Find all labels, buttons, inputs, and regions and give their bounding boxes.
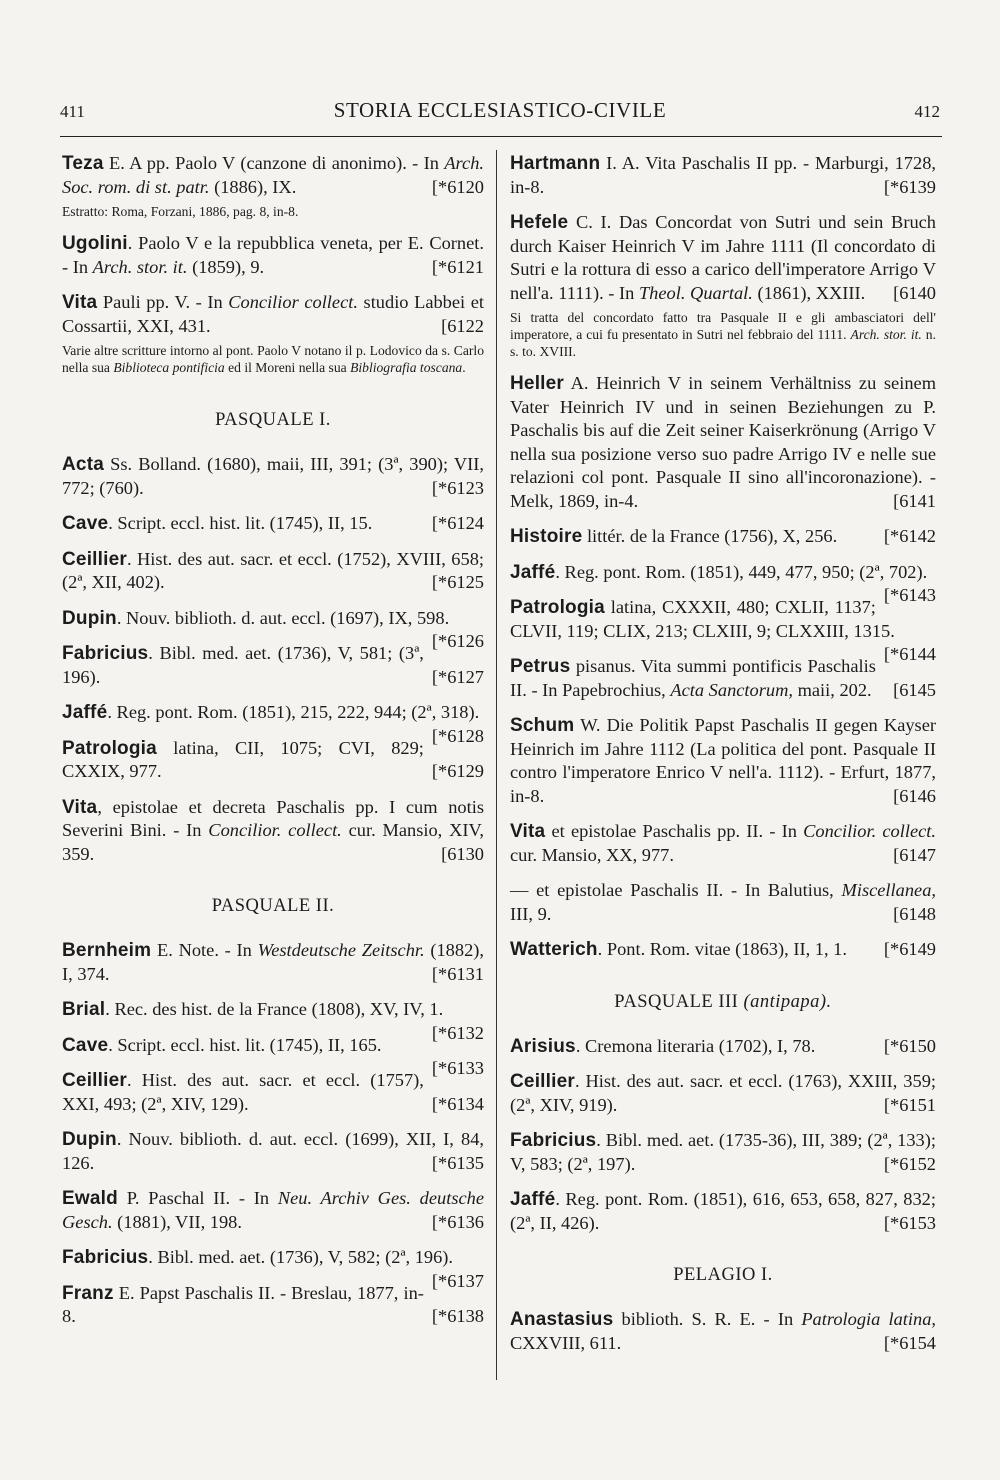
entry-text: A. Heinrich V in seinem Verhältniss zu seinem Vater Heinrich IV und in seinen Beziehungen zu P. Paschalis bis auf die Zeit seiner Kaiserkrönung (Arrigo V nella sua posizione verso suo padre Arrigo IV e nelle sue relazioni col pont. Pasquale II sino all'incoronazione). - Melk, 1869, in-4. [510,373,936,511]
bib-entry [62,1187,484,1234]
entry-author: Watterich [510,939,598,960]
entry-text-cont: maii, 202. [792,679,872,700]
entry-text: . Reg. pont. Rom. (1851), 616, 653, 658, 827, 832; (2ª, II, 426). [510,1189,936,1233]
entry-author: Franz [62,1282,114,1304]
entry-text: . Script. eccl. hist. lit. (1745), II, 165. [108,1034,382,1055]
running-title: STORIA ECCLESIASTICO-CIVILE [333,98,667,122]
entry-text-cont: (1861), XXIII. [752,282,866,303]
entry-author: Jaffé [510,561,556,583]
entry-note [62,342,484,376]
entry-author: Ceillier [510,1071,575,1092]
bib-entry [62,1069,484,1116]
note-text: Si tratta del concordato fatto tra Pasquale II e gli ambasciatori dell' imperatore, a cui fu presentato in Sutri nel febbraio del 1111. [510,310,936,342]
entry-text: Pauli pp. V. - In [97,292,229,312]
note-source: Biblioteca pontificia [113,360,225,375]
bib-entry [62,737,484,784]
entry-number: [*6133 [431,1058,484,1078]
entry-text: . Bibl. med. aet. (1736), V, 581; (3ª, 196). [62,643,424,687]
section-heading-text: PASQUALE III [614,991,739,1012]
entry-author: Arisius [510,1035,576,1057]
bib-entry [62,701,484,746]
section-heading: PASQUALE II. [211,896,335,916]
page-number-right: 412 [914,102,940,121]
bib-entry [62,1128,484,1175]
column-divider [496,150,497,1380]
entry-text: et epistolae Paschalis pp. II. - In [545,821,804,841]
bib-entry [510,714,936,808]
entry-number: [*6136 [431,1211,484,1232]
entry-text-cont: (1859), 9. [187,256,265,277]
entry-text: latina, CXXXII, 480; CXLII, 1137; CLVII, 119; CLIX, 213; CLXIII, 9; CLXXIII, 1315. [510,597,895,641]
entry-author: Petrus [510,656,571,677]
entry-number: [6147 [893,844,936,865]
entry-source: Arch. Soc. rom. di st. patr. [62,153,484,197]
entry-number: [*6128 [431,725,484,746]
entry-text: E. Papst Paschalis II. - Breslau, 1877, in-8. [62,1282,424,1326]
entry-source: Patrologia latina, [801,1309,937,1329]
bib-entry [62,232,484,279]
entry-text: . Pont. Rom. vitae (1863), II, 1, 1. [597,939,847,959]
entry-author: Vita [510,821,546,842]
entry-text: E. Note. - In [151,940,258,960]
bib-entry [510,1070,936,1117]
entry-text: . Reg. pont. Rom. (1851), 215, 222, 944; (2ª, 318). [107,702,480,722]
entry-author: Fabricius [62,1247,149,1268]
left-column [62,152,484,1341]
bib-entry [62,291,484,376]
entry-text-cont: (1882), I, 374. [62,940,484,984]
entry-author: Brial [62,999,106,1020]
entry-number: [*6153 [883,1212,936,1233]
entry-source: Theol. Quartal. [638,282,753,303]
entry-number: [*6149 [883,939,936,959]
entry-text: . Rec. des hist. de la France (1808), XV, IV, 1. [105,999,444,1019]
entry-source: Acta Sanctorum, [670,679,793,700]
bib-entry [510,152,936,199]
entry-number: [6148 [893,903,936,924]
bib-entry [62,1034,484,1078]
entry-text-cont: III, 9. [510,903,552,924]
page-header [60,98,940,136]
entry-author: Dupin [62,1129,117,1150]
entry-number: [*6137 [431,1270,484,1291]
entry-text: , epistolae et decreta Paschalis pp. I cum notis Severini Bini. - In [62,796,484,840]
entry-number: [*6154 [883,1332,936,1353]
entry-text-cont: studio Labbei et Cossartii, XXI, 431. [62,292,485,336]
entry-author: Teza [62,153,104,174]
entry-source: Concilior collect. [228,292,358,312]
entry-source: Concilior. collect. [208,820,342,840]
entry-number: [*6132 [431,1022,484,1043]
bib-entry [62,548,484,595]
entry-author: Vita [62,292,98,313]
entry-author: Patrologia [62,737,157,759]
entry-number: [*6124 [431,513,484,533]
entry-number: [*6152 [883,1153,936,1174]
entry-author: Hartmann [510,153,601,174]
entry-author: Jaffé [62,702,108,723]
entry-text: . Hist. des aut. sacr. et eccl. (1752), XVIII, 658; (2ª, XII, 402). [62,548,484,592]
entry-author: Patrologia [510,597,605,618]
note-text: n. s. to. XVIII. [510,327,936,359]
bib-entry [510,1035,936,1059]
entry-number: [*6120 [431,176,484,197]
entry-author: Ugolini [62,233,128,254]
bib-entry [62,642,484,689]
entry-author: Dupin [62,607,117,629]
bib-entry [62,1246,484,1291]
bib-entry [62,939,484,986]
entry-author: Acta [62,454,104,475]
header-rule [60,136,942,137]
entry-number: [*6129 [431,761,484,781]
entry-text: . Bibl. med. aet. (1735-36), III, 389; (2ª, 133); V, 583; (2ª, 197). [510,1130,936,1174]
note-text: Varie altre scritture intorno al pont. Paolo V notano il p. Lodovico da s. Carlo nella sua [62,343,484,375]
entry-text: . Hist. des aut. sacr. et eccl. (1757), XXI, 493; (2ª, XIV, 129). [62,1070,424,1114]
entry-author: Fabricius [510,1130,597,1151]
bib-entry [510,820,936,867]
bib-entry [510,655,936,702]
entry-author: Bernheim [62,940,152,961]
entry-author: Hefele [510,212,569,233]
entry-text: et epistolae Paschalis II. - In Balutius, [528,880,842,900]
section-heading-qualifier: (antipapa). [743,991,832,1012]
entry-text: C. I. Das Concordat von Sutri und sein Bruch durch Kaiser Heinrich V im Jahre 1111 (Il concordato di Sutri e la rottura di esso a carico dell'imperatore Arrigo V nell'a. 1111). - In [510,212,936,303]
bib-entry [510,1188,936,1235]
entry-number: [6122 [441,315,484,336]
entry-number: [*6121 [431,256,484,277]
entry-number: [*6131 [431,963,484,984]
entry-number: [*6144 [883,644,936,664]
entry-note [510,309,936,360]
entry-text-cont: cur. Mansio, XX, 977. [510,844,674,865]
page-number-left: 411 [60,102,85,121]
entry-source: Miscellanea, [841,880,936,900]
entry-author: Ceillier [62,1070,127,1091]
entry-text: I. A. Vita Paschalis II pp. - Marburgi, 1728, in-8. [510,153,936,197]
entry-text: . Cremona literaria (1702), I, 78. [575,1035,816,1056]
entry-text-cont: (1886), IX. [209,176,297,197]
entry-number: [*6142 [883,526,936,546]
entry-author: Anastasius [510,1309,614,1330]
entry-number: [*6134 [431,1093,484,1114]
entry-number: [*6125 [431,572,484,592]
entry-text: . Script. eccl. hist. lit. (1745), II, 15. [108,513,373,533]
entry-number: [*6143 [883,585,936,605]
entry-text: latina, CII, 1075; CVI, 829; CXXIX, 977. [62,737,424,781]
entry-author: Schum [510,715,575,736]
bib-entry [510,211,936,360]
right-column [510,152,936,1367]
section-heading [510,992,936,1013]
bib-entry [62,152,484,220]
note-text: ed il Moreni nella sua [224,360,351,375]
entry-number: [*6138 [431,1306,484,1326]
bib-entry [510,525,936,549]
entry-author: Ceillier [62,548,127,570]
entry-text: . Nouv. biblioth. d. aut. eccl. (1697), IX, 598. [116,607,450,628]
entry-author: Cave [62,1034,109,1056]
section-heading: PELAGIO I. [673,1265,773,1285]
entry-number: [*6150 [883,1035,936,1056]
entry-text: . Paolo V e la repubblica veneta, per E. Cornet. - In [62,233,484,277]
entry-number: [6145 [893,679,936,700]
entry-text: biblioth. S. R. E. - In [613,1309,802,1329]
bib-entry [62,998,484,1043]
entry-text: . Hist. des aut. sacr. et eccl. (1763), XXIII, 359; (2ª, XIV, 919). [510,1071,936,1115]
entry-source: Concilior. collect. [803,821,936,841]
entry-number: [*6151 [883,1094,936,1115]
entry-number: [*6139 [883,176,936,197]
entry-author: Fabricius [62,643,149,664]
entry-author: — [510,880,529,900]
entry-source: Arch. stor. it. [92,256,188,277]
entry-text-cont: cur. Mansio, XIV, 359. [62,820,484,864]
entry-number: [6130 [441,843,484,864]
entry-number: [6140 [893,282,936,303]
entry-author: Vita [62,796,98,818]
entry-number: [*6126 [431,631,484,651]
entry-author: Heller [510,373,565,394]
section-heading: PASQUALE I. [215,410,331,430]
entry-text: pisanus. Vita summi pontificis Paschalis II. - In Papebrochius, [510,656,876,700]
bib-entry [510,879,936,926]
entry-text: Ss. Bolland. (1680), maii, III, 391; (3ª, 390); VII, 772; (760). [62,454,484,498]
note-source: Arch. stor. it. [850,327,922,342]
entry-text: littér. de la France (1756), X, 256. [582,526,838,546]
entry-number: [*6123 [431,477,484,498]
bib-entry [62,607,484,651]
note-source: Bibliografia toscana [350,360,463,375]
bib-entry [62,1282,484,1329]
entry-source: Westdeutsche Zeitschr. [257,940,425,960]
entry-text: W. Die Politik Papst Paschalis II gegen Kayser Heinrich im Jahre 1112 (La politica del pont. Pasquale II contro l'imperatore Enrico V nell'a. 1112). - Erfurt, 1877, in-8. [510,715,936,806]
entry-number: [*6135 [431,1152,484,1173]
entry-author: Cave [62,513,109,534]
bib-entry [62,453,484,500]
entry-text: E. A pp. Paolo V (canzone di anonimo). - In [103,153,445,173]
bib-entry [510,1129,936,1176]
entry-text: . Bibl. med. aet. (1736), V, 582; (2ª, 196). [148,1247,454,1267]
entry-number: [6146 [893,785,936,806]
entry-author: Histoire [510,526,583,547]
entry-text-cont: (1881), VII, 198. [112,1211,242,1232]
entry-text: . Nouv. biblioth. d. aut. eccl. (1699), XII, I, 84, 126. [62,1129,484,1173]
entry-author: Ewald [62,1188,118,1209]
bib-entry [62,796,484,867]
entry-text: P. Paschal II. - In [117,1188,278,1208]
entry-text-cont: CXXVIII, 611. [510,1332,622,1353]
bib-entry [510,596,936,664]
bib-entry [510,1308,936,1355]
bib-entry [62,512,484,536]
note-text: . [462,360,466,375]
bib-entry [510,938,936,962]
entry-note: Estratto: Roma, Forzani, 1886, pag. 8, in-8. [62,204,299,219]
bib-entry [510,372,936,513]
entry-author: Jaffé [510,1189,556,1210]
entry-number: [6141 [893,490,936,511]
entry-source: Neu. Archiv Ges. deutsche Gesch. [62,1188,484,1232]
entry-text: . Reg. pont. Rom. (1851), 449, 477, 950; (2ª, 702). [555,561,928,582]
entry-number: [*6127 [431,666,484,687]
bib-entry [510,561,936,605]
